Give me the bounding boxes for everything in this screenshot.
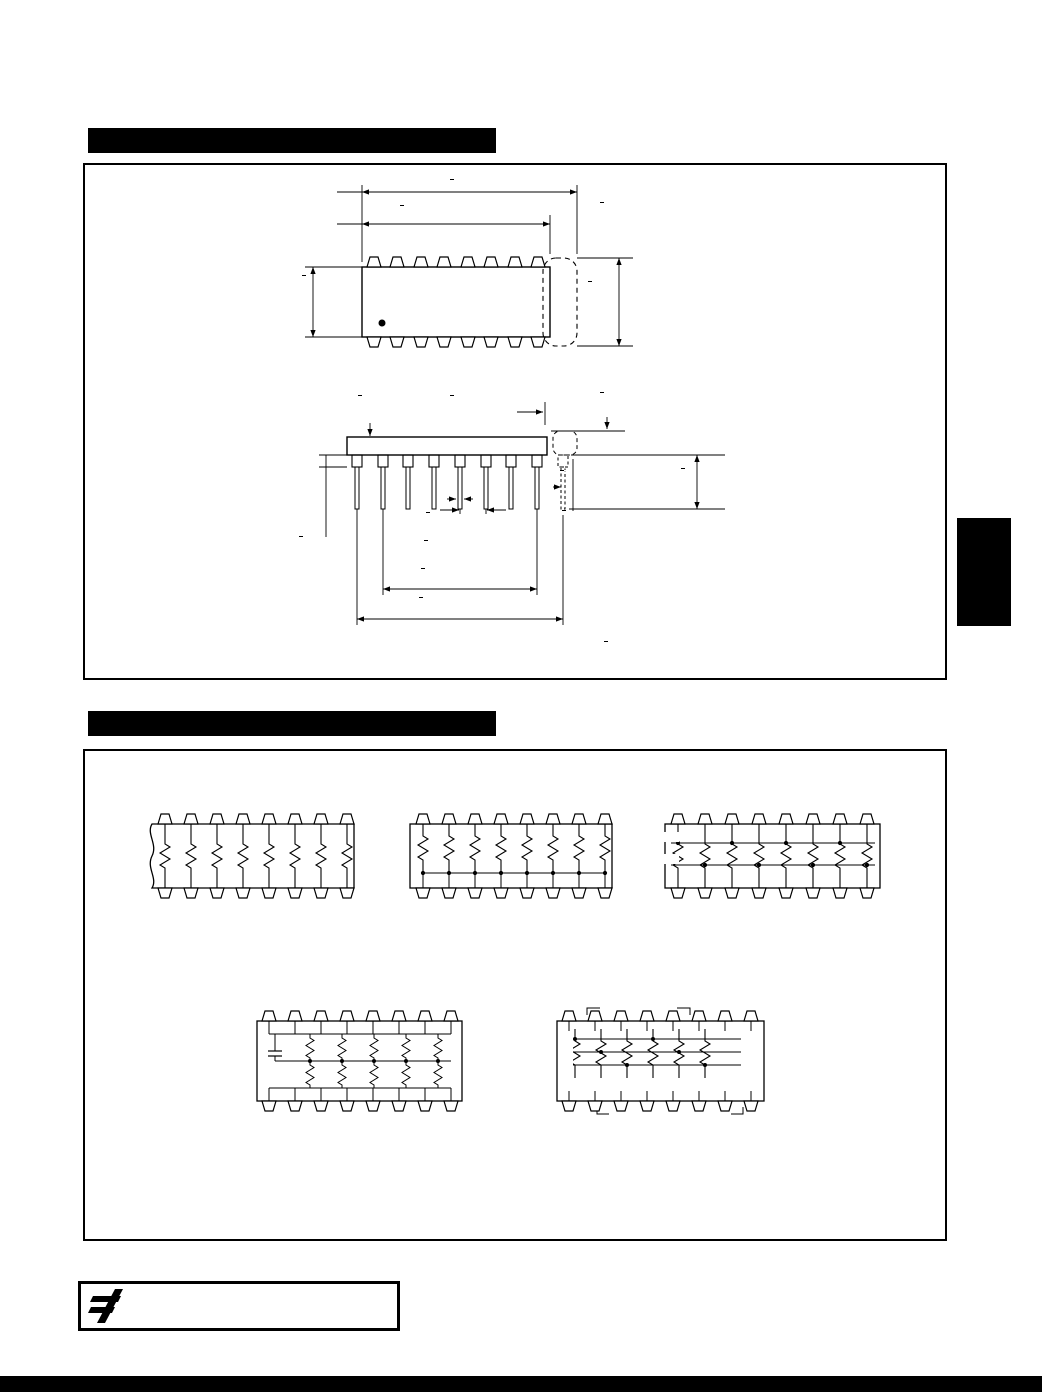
schematic-dual-terminator <box>662 814 880 898</box>
schematic-45-ttl-ecl <box>557 1008 764 1114</box>
section-tab <box>957 518 1011 626</box>
lead-thickness-row <box>588 641 608 642</box>
dim-125-max <box>356 395 368 396</box>
package-pins-top-view <box>367 257 545 347</box>
dim-020-min <box>558 470 570 471</box>
dim-050-ref <box>448 395 460 396</box>
dim-340-max <box>586 281 604 282</box>
dim-780-max <box>398 205 410 206</box>
dim-250-ref <box>300 275 312 276</box>
package-side-view <box>347 431 577 509</box>
notes-line3 <box>588 202 604 203</box>
outline-section-header <box>88 128 496 153</box>
dim-185-max <box>679 468 691 469</box>
dim-600 <box>419 568 427 569</box>
schematics-section-header <box>88 711 496 736</box>
page-bottom-rule <box>0 1376 1042 1392</box>
dim-135 <box>560 510 568 511</box>
schematics-box <box>83 749 947 1241</box>
bi-technologies-logo <box>78 1281 400 1331</box>
schematic-42-pulldown <box>257 1011 462 1111</box>
schematic-45-r-values <box>556 1144 592 1159</box>
dim-100-typ <box>424 512 432 513</box>
dim-700 <box>417 597 425 598</box>
dim-880-max <box>448 179 460 180</box>
outline-drawing <box>85 165 945 678</box>
package-top-view <box>362 258 577 346</box>
schematic-bussed-resistors <box>410 814 612 898</box>
outline-dimensions-box <box>83 163 947 680</box>
dim-060-ref <box>598 392 610 393</box>
schematic-isolated-resistors <box>150 814 354 898</box>
schematic-42-vcc-vee-top <box>250 992 255 1007</box>
dim-080 <box>297 536 305 537</box>
bi-logo-mark <box>87 1287 129 1325</box>
schematics-drawing <box>85 751 945 1239</box>
side-view-dimension-lines <box>319 402 725 625</box>
dim-018 <box>422 540 430 541</box>
notes-block <box>588 200 604 203</box>
